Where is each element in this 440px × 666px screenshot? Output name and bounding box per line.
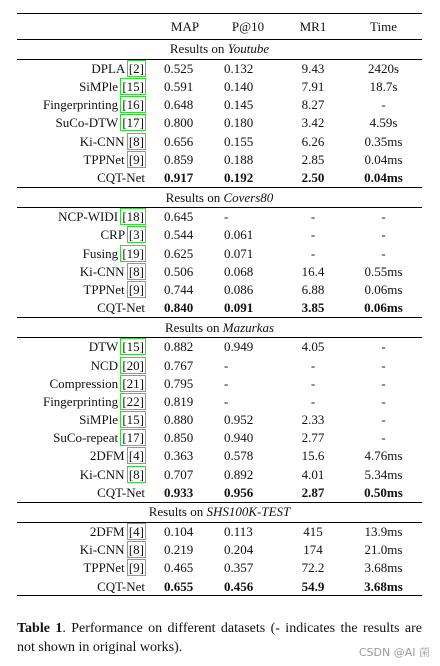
col-header-p10: P@10 — [215, 14, 281, 40]
table-section — [17, 39, 422, 187]
method-name: Fusing — [82, 245, 119, 261]
section-title — [17, 39, 422, 59]
method-name: NCP-WIDI — [58, 209, 119, 225]
map-cell: 0.219 — [164, 542, 194, 558]
method-cell — [17, 114, 155, 132]
table-row — [17, 338, 422, 357]
method-name: Ki-CNN — [79, 466, 125, 482]
citation-link[interactable]: [17] — [122, 430, 144, 446]
citation-link[interactable]: [22] — [122, 393, 144, 409]
method-cell — [17, 262, 155, 280]
method-cell — [17, 429, 155, 447]
method-name: TPPNet — [83, 281, 125, 297]
method-cell — [17, 484, 155, 503]
table-row — [17, 132, 422, 150]
method-cell — [17, 244, 155, 262]
p10-cell: 0.204 — [224, 542, 254, 558]
section-prefix: Results on — [169, 41, 228, 57]
method-name: CQT-Net — [97, 578, 145, 594]
map-cell: 0.591 — [164, 79, 194, 95]
method-name: SuCo-repeat — [53, 430, 119, 446]
map-cell: 0.506 — [164, 263, 194, 279]
mr1-cell: - — [310, 227, 316, 243]
map-cell: 0.933 — [164, 484, 194, 500]
section-dataset: SHS100K-TEST — [206, 504, 291, 520]
section-title — [17, 187, 422, 207]
mr1-cell: - — [310, 209, 316, 225]
table-row — [17, 393, 422, 411]
map-cell: 0.917 — [164, 170, 194, 186]
time-cell: 0.04ms — [364, 151, 403, 167]
p10-cell: - — [224, 375, 229, 391]
method-name: Ki-CNN — [79, 542, 125, 558]
method-name: CRP — [100, 227, 125, 243]
method-name: 2DFM — [89, 524, 125, 540]
method-cell — [17, 281, 155, 299]
map-cell: 0.819 — [164, 393, 194, 409]
section-title — [17, 502, 422, 522]
method-name: SiMPle — [79, 79, 119, 95]
section-prefix: Results on — [148, 504, 207, 520]
method-name: 2DFM — [89, 448, 125, 464]
map-cell: 0.655 — [155, 577, 215, 596]
time-cell: - — [381, 97, 386, 113]
section-dataset: Mazurkas — [222, 319, 275, 335]
section-header-row — [17, 187, 422, 207]
method-cell — [17, 299, 155, 318]
section-prefix: Results on — [164, 319, 223, 335]
method-name: Compression — [49, 375, 119, 391]
table-row — [17, 151, 422, 169]
time-cell: 5.34ms — [364, 466, 403, 482]
mr1-cell: 415 — [303, 524, 323, 540]
p10-cell: 0.456 — [215, 577, 281, 596]
method-cell — [17, 393, 155, 411]
time-cell: 0.06ms — [364, 300, 403, 316]
method-name: TPPNet — [83, 151, 125, 167]
time-cell: 0.55ms — [364, 263, 403, 279]
caption-text: . Performance on different datasets (- indicates the results are not shown in original works). — [17, 621, 422, 655]
time-cell: 18.7s — [369, 79, 398, 95]
time-cell: 3.68ms — [364, 560, 403, 576]
citation-link[interactable]: [3] — [128, 227, 144, 243]
method-name: Fingerprinting — [42, 97, 119, 113]
map-cell: 0.795 — [164, 375, 194, 391]
table-row — [17, 541, 422, 559]
time-cell: 0.50ms — [364, 484, 403, 500]
method-cell — [17, 465, 155, 483]
map-cell: 0.648 — [164, 97, 194, 113]
mr1-cell: 4.05 — [301, 339, 325, 355]
results-table — [17, 13, 422, 596]
method-name: Fingerprinting — [42, 393, 119, 409]
mr1-cell: 16.4 — [301, 263, 325, 279]
method-cell — [17, 78, 155, 96]
section-dataset: Covers80 — [223, 189, 274, 205]
time-cell: - — [381, 412, 386, 428]
p10-cell: 0.068 — [224, 263, 254, 279]
p10-cell: 0.086 — [224, 281, 254, 297]
method-name: Ki-CNN — [79, 133, 125, 149]
mr1-cell: 3.85 — [301, 300, 325, 316]
time-cell: 3.68ms — [345, 577, 422, 596]
p10-cell: - — [224, 357, 229, 373]
time-cell: 0.06ms — [364, 281, 403, 297]
p10-cell: 0.188 — [224, 151, 254, 167]
table-row — [17, 577, 422, 596]
mr1-cell: 2.85 — [301, 151, 325, 167]
section-header-row — [17, 502, 422, 522]
method-name: NCD — [90, 357, 119, 373]
method-name: Ki-CNN — [79, 263, 125, 279]
mr1-cell: - — [310, 393, 316, 409]
mr1-cell: 3.42 — [301, 115, 325, 131]
time-cell: - — [381, 227, 386, 243]
mr1-cell: 174 — [303, 542, 323, 558]
p10-cell: 0.071 — [224, 245, 254, 261]
table-row — [17, 169, 422, 188]
section-header-row — [17, 39, 422, 59]
mr1-cell: 4.01 — [301, 466, 325, 482]
table-row — [17, 244, 422, 262]
citation-link[interactable]: [20] — [122, 357, 144, 373]
time-cell: 13.9ms — [364, 524, 403, 540]
map-cell: 0.800 — [164, 115, 194, 131]
map-cell: 0.850 — [164, 430, 194, 446]
method-cell — [17, 207, 155, 226]
mr1-cell: 15.6 — [301, 448, 325, 464]
time-cell: - — [381, 375, 386, 391]
method-cell — [17, 151, 155, 169]
mr1-cell: - — [310, 375, 316, 391]
p10-cell: - — [224, 209, 229, 225]
table-row — [17, 411, 422, 429]
table-section — [17, 502, 422, 596]
method-cell — [17, 447, 155, 465]
map-cell: 0.744 — [164, 281, 194, 297]
mr1-cell: 2.87 — [301, 484, 325, 500]
mr1-cell: 6.88 — [301, 281, 325, 297]
mr1-cell: 8.27 — [301, 97, 325, 113]
time-cell: - — [381, 209, 386, 225]
table-row — [17, 484, 422, 503]
citation-link[interactable]: [16] — [122, 97, 144, 113]
p10-cell: 0.578 — [224, 448, 254, 464]
method-name: SuCo-DTW — [55, 115, 119, 131]
citation-link[interactable]: [9] — [128, 281, 144, 297]
table-row — [17, 281, 422, 299]
map-cell: 0.525 — [164, 60, 194, 76]
mr1-cell: 2.77 — [301, 430, 325, 446]
map-cell: 0.767 — [164, 357, 194, 373]
p10-cell: 0.956 — [224, 484, 254, 500]
p10-cell: 0.357 — [224, 560, 254, 576]
p10-cell: 0.952 — [224, 412, 254, 428]
p10-cell: 0.940 — [224, 430, 254, 446]
time-cell: 4.76ms — [364, 448, 403, 464]
method-cell — [17, 411, 155, 429]
table-section — [17, 187, 422, 317]
p10-cell: 0.061 — [224, 227, 254, 243]
citation-link[interactable]: [21] — [122, 375, 144, 391]
table-row — [17, 522, 422, 541]
time-cell: 0.35ms — [364, 133, 403, 149]
citation-link[interactable]: [4] — [128, 524, 144, 540]
col-header-map: MAP — [155, 14, 215, 40]
map-cell: 0.363 — [164, 448, 194, 464]
mr1-cell: 2.50 — [301, 170, 325, 186]
table-row — [17, 559, 422, 577]
method-name: CQT-Net — [97, 300, 145, 316]
citation-link[interactable]: [2] — [128, 60, 144, 76]
p10-cell: - — [224, 393, 229, 409]
citation-link[interactable]: [19] — [122, 245, 144, 261]
table-row — [17, 114, 422, 132]
method-name: DTW — [88, 339, 119, 355]
mr1-cell: - — [310, 357, 316, 373]
time-cell: 4.59s — [369, 115, 398, 131]
section-prefix: Results on — [165, 189, 224, 205]
time-cell: 2420s — [367, 60, 400, 76]
citation-link[interactable]: [17] — [122, 115, 144, 131]
method-cell — [17, 169, 155, 188]
method-cell — [17, 226, 155, 244]
table-row — [17, 374, 422, 392]
method-cell — [17, 96, 155, 114]
table-row — [17, 226, 422, 244]
citation-link[interactable]: [15] — [122, 412, 144, 428]
section-header-row — [17, 318, 422, 338]
mr1-cell: 6.26 — [301, 133, 325, 149]
table-row — [17, 207, 422, 226]
method-name: CQT-Net — [97, 484, 145, 500]
method-name: DPLA — [91, 60, 125, 76]
p10-cell: 0.113 — [224, 524, 253, 540]
watermark: CSDN @AI 菌 — [358, 646, 430, 659]
method-name: TPPNet — [83, 560, 125, 576]
citation-link[interactable]: [18] — [122, 209, 144, 225]
p10-cell: 0.145 — [224, 97, 254, 113]
map-cell: 0.656 — [164, 133, 194, 149]
table-section — [17, 318, 422, 503]
map-cell: 0.840 — [164, 300, 194, 316]
map-cell: 0.859 — [164, 151, 194, 167]
method-cell — [17, 559, 155, 577]
col-header-mr1: MR1 — [281, 14, 345, 40]
map-cell: 0.104 — [164, 524, 194, 540]
p10-cell: 0.192 — [224, 170, 254, 186]
table-header-row — [17, 14, 422, 40]
p10-cell: 0.155 — [224, 133, 254, 149]
table-row — [17, 447, 422, 465]
method-cell — [17, 59, 155, 78]
map-cell: 0.880 — [164, 412, 194, 428]
citation-link[interactable]: [15] — [122, 79, 144, 95]
table-row — [17, 429, 422, 447]
citation-link[interactable]: [9] — [128, 560, 144, 576]
time-cell: - — [381, 393, 386, 409]
map-cell: 0.645 — [164, 209, 194, 225]
citation-link[interactable]: [8] — [128, 133, 144, 149]
caption-label: Table 1 — [17, 621, 63, 636]
table-row — [17, 59, 422, 78]
time-cell: - — [381, 357, 386, 373]
method-cell — [17, 132, 155, 150]
p10-cell: 0.140 — [224, 79, 254, 95]
table-row — [17, 96, 422, 114]
map-cell: 0.882 — [164, 339, 194, 355]
col-header-time: Time — [345, 14, 422, 40]
method-cell — [17, 374, 155, 392]
citation-link[interactable]: [8] — [128, 466, 144, 482]
method-cell — [17, 577, 155, 596]
table-row — [17, 299, 422, 318]
mr1-cell: 54.9 — [281, 577, 345, 596]
mr1-cell: 72.2 — [301, 560, 325, 576]
p10-cell: 0.892 — [224, 466, 254, 482]
time-cell: 21.0ms — [364, 542, 403, 558]
citation-link[interactable]: [8] — [128, 542, 144, 558]
time-cell: - — [381, 430, 386, 446]
citation-link[interactable]: [4] — [128, 448, 144, 464]
method-cell — [17, 541, 155, 559]
time-cell: - — [381, 245, 386, 261]
map-cell: 0.707 — [164, 466, 194, 482]
table-row — [17, 465, 422, 483]
col-header-method — [17, 14, 155, 40]
method-name: CQT-Net — [97, 170, 145, 186]
citation-link[interactable]: [8] — [128, 263, 144, 279]
mr1-cell: 2.33 — [301, 412, 325, 428]
method-cell — [17, 356, 155, 374]
p10-cell: 0.091 — [224, 300, 254, 316]
table-row — [17, 78, 422, 96]
p10-cell: 0.132 — [224, 60, 254, 76]
time-cell: 0.04ms — [364, 170, 403, 186]
citation-link[interactable]: [15] — [122, 339, 144, 355]
map-cell: 0.465 — [164, 560, 194, 576]
map-cell: 0.544 — [164, 227, 194, 243]
method-name: SiMPle — [79, 412, 119, 428]
mr1-cell: 7.91 — [301, 79, 325, 95]
section-title — [17, 318, 422, 338]
method-cell — [17, 522, 155, 541]
map-cell: 0.625 — [164, 245, 194, 261]
table-row — [17, 262, 422, 280]
table-row — [17, 356, 422, 374]
p10-cell: 0.949 — [224, 339, 254, 355]
time-cell: - — [381, 339, 386, 355]
method-cell — [17, 338, 155, 357]
citation-link[interactable]: [9] — [128, 151, 144, 167]
p10-cell: 0.180 — [224, 115, 254, 131]
section-dataset: Youtube — [227, 41, 270, 57]
mr1-cell: - — [310, 245, 316, 261]
mr1-cell: 9.43 — [301, 60, 325, 76]
